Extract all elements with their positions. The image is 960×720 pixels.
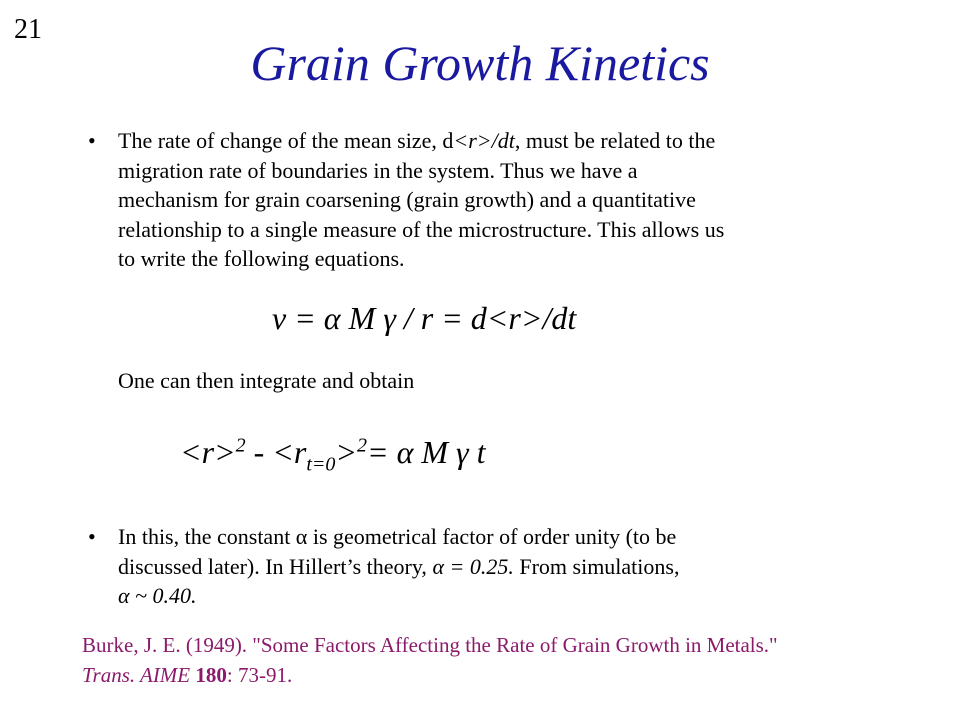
para1-line5: to write the following equations.: [118, 246, 405, 271]
para2-line2: [118, 552, 878, 582]
para2-line1: In this, the constant α is geometrical factor of order unity (to be: [118, 524, 677, 549]
bullet-marker: •: [88, 524, 96, 549]
bullet-paragraph-2: [118, 522, 878, 611]
para1-line4: relationship to a single measure of the microstructure. This allows us: [118, 216, 725, 242]
bullet-marker: •: [88, 128, 96, 153]
eq2-exponent-1: 2: [235, 434, 246, 457]
para2-line2-end: From simulations,: [513, 553, 680, 579]
para1-line1-end: , must be related to the: [514, 128, 716, 153]
slide-number: 21: [14, 14, 42, 45]
bullet-paragraph-1: [118, 126, 878, 274]
para1-line2: migration rate of boundaries in the system. Thus we have a: [118, 157, 638, 183]
para1-line1-text: The rate of change of the mean size, d: [118, 128, 454, 153]
integrate-text: One can then integrate and obtain: [118, 368, 415, 393]
para1-line3: mechanism for grain coarsening (grain growth) and a quantitative: [118, 187, 696, 212]
integrated-equation: [180, 434, 486, 476]
para1-line1: [118, 126, 878, 156]
reference-pages: : 73-91.: [226, 663, 293, 687]
eq2-close: >: [335, 434, 357, 470]
para2-line2-text: discussed later). In Hillert’s theory,: [118, 553, 433, 579]
reference-line-2: [82, 660, 778, 690]
eq2-subscript: t=0: [306, 453, 336, 476]
reference-volume: 180: [195, 663, 227, 687]
eq2-mean-radius: <r>: [180, 434, 236, 470]
simulation-alpha-value: α ~ 0.40.: [118, 583, 197, 608]
reference-line-1: Burke, J. E. (1949). "Some Factors Affecting the Rate of Grain Growth in Metals.": [82, 633, 778, 657]
eq2-rhs: = α M γ t: [367, 434, 486, 470]
velocity-equation: v = α M γ / r = d<r>/dt: [272, 300, 577, 336]
reference-journal: Trans. AIME: [82, 663, 191, 687]
hillert-alpha-value: α = 0.25.: [432, 553, 514, 579]
eq2-minus-term: - <r: [245, 434, 307, 470]
eq2-exponent-2: 2: [357, 434, 367, 457]
derivative-term: <r>/dt: [453, 128, 515, 153]
slide-title: Grain Growth Kinetics: [250, 35, 710, 91]
reference-citation: [82, 630, 778, 690]
